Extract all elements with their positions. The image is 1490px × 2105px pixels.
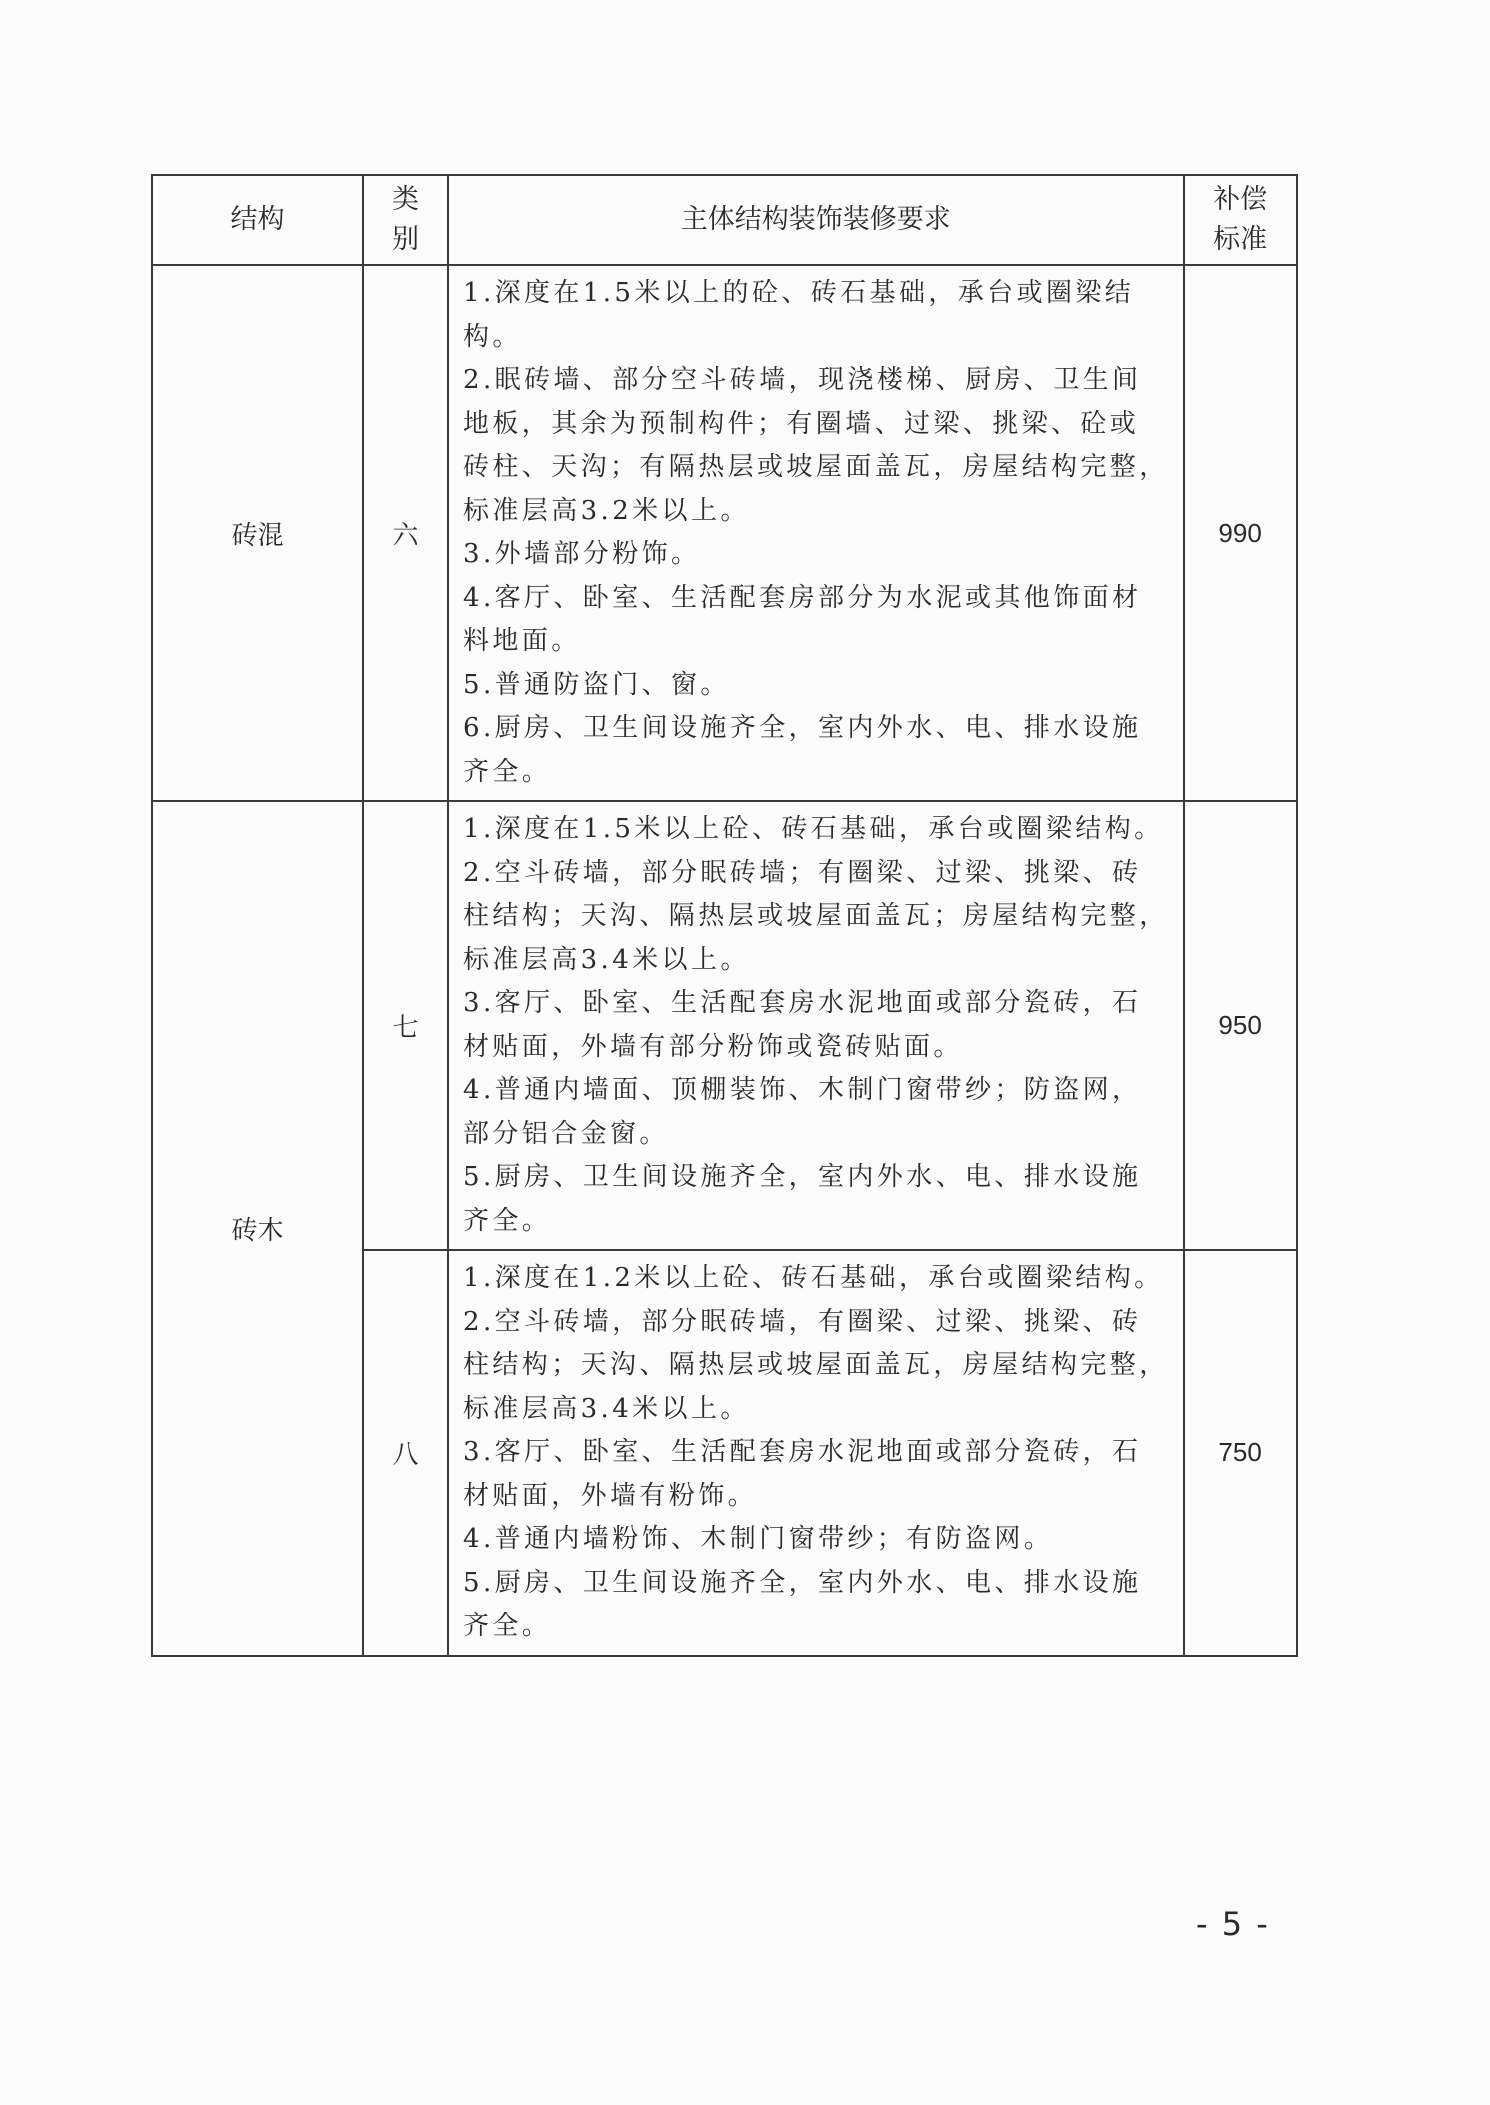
category-cell — [363, 1250, 448, 1656]
structure-cell — [152, 265, 363, 801]
standard-cell — [1184, 801, 1297, 1250]
requirement-line: 齐全。 — [463, 1205, 552, 1236]
requirement-line: 3.客厅、卧室、生活配套房水泥地面或部分瓷砖，石 — [463, 988, 1142, 1018]
header-category-line-2: 别 — [392, 224, 419, 255]
requirement-line: 材贴面，外墙有粉饰。 — [463, 1480, 758, 1511]
requirement-line: 4.客厅、卧室、生活配套房部分为水泥或其他饰面材 — [463, 582, 1142, 613]
requirement-line: 2.眠砖墙、部分空斗砖墙，现浇楼梯、厨房、卫生间 — [463, 365, 1142, 395]
requirement-line: 标准层高3.4米以上。 — [463, 944, 750, 975]
requirement-line: 地板，其余为预制构件；有圈墙、过梁、挑梁、砼或 — [463, 408, 1140, 439]
structure-cell — [152, 801, 363, 1656]
requirement-line: 3.外墙部分粉饰。 — [463, 539, 701, 569]
requirement-line: 1.深度在1.5米以上砼、砖石基础，承台或圈梁结构。 — [463, 814, 1164, 844]
requirements-cell — [448, 801, 1184, 1250]
standard-cell — [1184, 265, 1297, 801]
category-label: 六 — [392, 520, 419, 551]
structure-label: 砖木 — [231, 1215, 284, 1246]
requirement-line: 3.客厅、卧室、生活配套房水泥地面或部分瓷砖，石 — [463, 1437, 1142, 1467]
table-header-row — [152, 175, 1297, 265]
category-cell — [363, 801, 448, 1250]
requirement-line: 部分铝合金窗。 — [463, 1118, 669, 1149]
requirement-line: 4.普通内墙粉饰、木制门窗带纱；有防盗网。 — [463, 1524, 1054, 1554]
table-row — [152, 265, 1297, 801]
header-category — [363, 175, 448, 265]
requirement-line: 砖柱、天沟；有隔热层或坡屋面盖瓦，房屋结构完整， — [463, 452, 1169, 482]
header-standard — [1184, 175, 1297, 265]
header-requirements-label: 主体结构装饰装修要求 — [680, 204, 951, 235]
standard-cell — [1184, 1250, 1297, 1656]
requirements-cell — [448, 265, 1184, 801]
requirement-line: 6.厨房、卫生间设施齐全，室内外水、电、排水设施 — [463, 713, 1142, 743]
standard-value: 990 — [1218, 517, 1262, 548]
requirements-cell — [448, 1250, 1184, 1656]
header-requirements — [448, 175, 1184, 265]
requirement-line: 柱结构；天沟、隔热层或坡屋面盖瓦；房屋结构完整， — [463, 901, 1169, 931]
header-standard-line-1: 补偿 — [1213, 184, 1268, 215]
requirement-line: 柱结构；天沟、隔热层或坡屋面盖瓦，房屋结构完整， — [463, 1350, 1169, 1380]
compensation-standards-table — [151, 174, 1298, 1657]
standard-value: 750 — [1218, 1437, 1262, 1468]
standard-value: 950 — [1218, 1010, 1262, 1040]
category-label: 八 — [392, 1440, 419, 1471]
header-category-line-1: 类 — [392, 184, 419, 215]
requirement-line: 齐全。 — [463, 756, 552, 787]
requirement-line: 标准层高3.4米以上。 — [463, 1393, 750, 1424]
table-row — [152, 801, 1297, 1250]
header-structure-label: 结构 — [230, 204, 285, 235]
requirement-line: 齐全。 — [463, 1611, 552, 1641]
requirement-line: 1.深度在1.2米以上砼、砖石基础，承台或圈梁结构。 — [463, 1263, 1164, 1293]
header-standard-line-2: 标准 — [1213, 224, 1268, 255]
requirement-line: 5.普通防盗门、窗。 — [463, 669, 730, 700]
requirement-line: 标准层高3.2米以上。 — [463, 495, 750, 526]
requirement-line: 1.深度在1.5米以上的砼、砖石基础，承台或圈梁结 — [463, 278, 1135, 308]
structure-label: 砖混 — [231, 520, 284, 551]
page-number: - 5 - — [1196, 1905, 1270, 1943]
requirement-line: 料地面。 — [463, 626, 581, 656]
requirement-line: 材贴面，外墙有部分粉饰或瓷砖贴面。 — [463, 1031, 963, 1062]
requirement-line: 2.空斗砖墙，部分眠砖墙，有圈梁、过梁、挑梁、砖 — [463, 1306, 1142, 1337]
requirement-line: 4.普通内墙面、顶棚装饰、木制门窗带纱；防盗网， — [463, 1075, 1142, 1105]
requirement-line: 构。 — [463, 321, 522, 352]
requirement-line: 5.厨房、卫生间设施齐全，室内外水、电、排水设施 — [463, 1567, 1142, 1598]
requirement-line: 2.空斗砖墙，部分眠砖墙；有圈梁、过梁、挑梁、砖 — [463, 857, 1142, 888]
category-cell — [363, 265, 448, 801]
header-structure — [152, 175, 363, 265]
category-label: 七 — [392, 1013, 419, 1043]
requirement-line: 5.厨房、卫生间设施齐全，室内外水、电、排水设施 — [463, 1162, 1142, 1192]
